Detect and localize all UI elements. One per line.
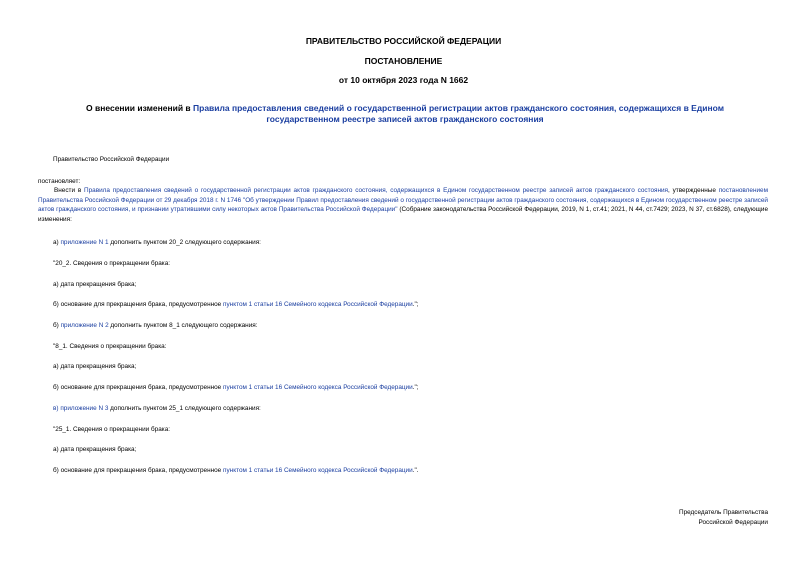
government-line: Правительство Российской Федерации — [53, 156, 170, 163]
title-prefix: О внесении изменений в — [86, 103, 194, 113]
amendment-c-item-b — [38, 466, 783, 476]
family-code-link-c[interactable]: пунктом 1 статьи 16 Семейного кодекса Российской Федерации — [223, 467, 413, 474]
decrees-line: постановляет: — [38, 178, 81, 185]
amendment-b-item-b — [38, 383, 783, 393]
amendment-a-heading: "20_2. Сведения о прекращении брака: — [53, 260, 171, 267]
amendment-a-text: дополнить пунктом 20_2 следующего содержания: — [108, 239, 261, 246]
amendment-c-prefix: в) — [53, 405, 61, 412]
intro-paragraph — [38, 186, 768, 224]
signature-title: Председатель Правительства — [679, 509, 768, 516]
amendment-b-item-b-text: б) основание для прекращения брака, предусмотренное — [53, 384, 224, 391]
amendment-c — [38, 404, 783, 414]
date-number-heading: от 10 октября 2023 года N 1662 — [338, 75, 469, 85]
intro-text-1: Внести в — [54, 187, 85, 194]
amendment-a-prefix: а) — [53, 239, 61, 246]
intro-text-3: (Собрание законодательства Российской Федерации, 2019, N 1, ст.41; 2021, N 44, ст.7429; 2023, N 37, ст.6828), следующие изменения: — [38, 206, 768, 223]
amendment-c-heading: "25_1. Сведения о прекращении брака: — [53, 426, 171, 433]
appendix-3-link[interactable]: приложение N 3 — [60, 405, 109, 412]
amendment-c-text: дополнить пунктом 25_1 следующего содержания: — [108, 405, 261, 412]
amendment-b — [38, 321, 783, 331]
amendment-a — [38, 238, 783, 248]
amendment-b-prefix: б) — [53, 322, 61, 329]
family-code-link-b[interactable]: пунктом 1 статьи 16 Семейного кодекса Российской Федерации — [223, 384, 413, 391]
title-rules-link[interactable]: Правила предоставления сведений о государственной регистрации актов гражданского состояния, содержащихся в Едином государственном реестре записей актов гражданского состояния — [193, 103, 724, 124]
intro-text-2: , утвержденные — [668, 187, 719, 194]
amendment-b-item-a: а) дата прекращения брака; — [53, 363, 137, 370]
intro-resolution-link[interactable]: постановлением Правительства Российской Федерации от 29 декабря 2018 г. N 1746 "Об утверждении Правил предоставления сведений о государственной регистрации актов гражданского состояния, содержащихся в Едином государственном реестре записей актов гражданского состояния, и признании утратившими силу некоторых актов Правительства Российской Федерации" — [38, 187, 768, 214]
amendment-b-item-b-end: ."; — [412, 384, 419, 391]
amendment-a-item-b-end: ."; — [412, 301, 419, 308]
amendment-b-heading: "8_1. Сведения о прекращении брака: — [53, 343, 167, 350]
document-title — [60, 103, 750, 125]
appendix-1-link[interactable]: приложение N 1 — [60, 239, 109, 246]
amendment-c-item-b-end: .". — [412, 467, 419, 474]
government-heading: ПРАВИТЕЛЬСТВО РОССИЙСКОЙ ФЕДЕРАЦИИ — [305, 36, 502, 46]
amendment-b-text: дополнить пунктом 8_1 следующего содержания: — [108, 322, 258, 329]
amendment-a-item-b-text: б) основание для прекращения брака, предусмотренное — [53, 301, 224, 308]
signature-org: Российской Федерации — [698, 519, 768, 526]
amendment-a-item-b — [38, 300, 783, 310]
family-code-link-a[interactable]: пунктом 1 статьи 16 Семейного кодекса Российской Федерации — [223, 301, 413, 308]
amendment-a-item-a: а) дата прекращения брака; — [53, 281, 137, 288]
appendix-2-link[interactable]: приложение N 2 — [60, 322, 109, 329]
doc-type-heading: ПОСТАНОВЛЕНИЕ — [364, 56, 443, 66]
intro-rules-link[interactable]: Правила предоставления сведений о государственной регистрации актов гражданского состояния, содержащихся в Едином государственном реестре записей актов гражданского состояния — [84, 187, 669, 194]
amendment-c-item-a: а) дата прекращения брака; — [53, 446, 137, 453]
amendment-c-item-b-text: б) основание для прекращения брака, предусмотренное — [53, 467, 224, 474]
